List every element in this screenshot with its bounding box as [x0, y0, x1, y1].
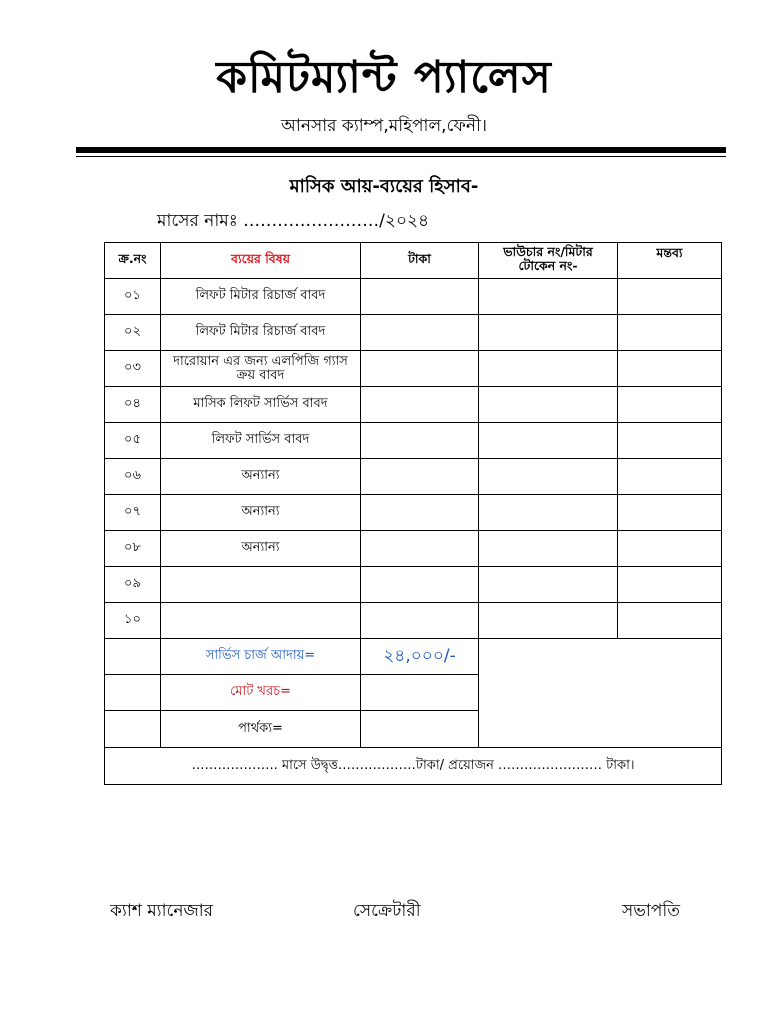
row-amount-cell[interactable]	[361, 387, 479, 423]
row-voucher-cell[interactable]	[479, 351, 618, 387]
report-heading: মাসিক আয়-ব্যয়ের হিসাব-	[289, 176, 479, 197]
row-remarks-cell[interactable]	[618, 567, 722, 603]
row-remarks-cell[interactable]	[618, 387, 722, 423]
row-voucher-cell[interactable]	[479, 387, 618, 423]
difference-label: পার্থক্য=	[161, 711, 361, 748]
footer-row	[105, 748, 722, 785]
summary-blank-cell	[105, 711, 161, 748]
row-item: লিফট সার্ভিস বাবদ	[161, 423, 361, 459]
col-header-amount: টাকা	[361, 243, 479, 279]
row-serial: ০৪	[105, 387, 161, 423]
summary-row-service-charge	[105, 639, 722, 675]
row-serial: ০২	[105, 315, 161, 351]
service-charge-label: সার্ভিস চার্জ আদায়=	[161, 639, 361, 675]
row-amount-cell[interactable]	[361, 531, 479, 567]
summary-merged-blank	[479, 639, 722, 748]
table-row	[105, 495, 722, 531]
table-header-row	[105, 243, 722, 279]
row-serial: ০৭	[105, 495, 161, 531]
difference-amount-cell[interactable]	[361, 711, 479, 748]
month-name-field: মাসের নামঃ ……………………/২০২৪	[157, 211, 430, 231]
row-voucher-cell[interactable]	[479, 279, 618, 315]
table-row	[105, 603, 722, 639]
col-header-remarks: মন্তব্য	[618, 243, 722, 279]
row-item: লিফট মিটার রিচার্জ বাবদ	[161, 315, 361, 351]
row-item: লিফট মিটার রিচার্জ বাবদ	[161, 279, 361, 315]
summary-blank-cell	[105, 639, 161, 675]
total-expense-label: মোট খরচ=	[161, 675, 361, 711]
total-expense-amount-cell[interactable]	[361, 675, 479, 711]
row-remarks-cell[interactable]	[618, 279, 722, 315]
row-remarks-cell[interactable]	[618, 315, 722, 351]
row-amount-cell[interactable]	[361, 279, 479, 315]
header-divider-thin	[76, 156, 726, 157]
table-row	[105, 459, 722, 495]
row-voucher-cell[interactable]	[479, 315, 618, 351]
row-amount-cell[interactable]	[361, 567, 479, 603]
row-serial: ০৬	[105, 459, 161, 495]
row-remarks-cell[interactable]	[618, 351, 722, 387]
row-serial: ০১	[105, 279, 161, 315]
row-voucher-cell[interactable]	[479, 531, 618, 567]
row-remarks-cell[interactable]	[618, 603, 722, 639]
table-row	[105, 387, 722, 423]
row-amount-cell[interactable]	[361, 351, 479, 387]
col-header-voucher: ভাউচার নং/মিটার টোকেন নং-	[479, 243, 618, 279]
signature-cash-manager: ক্যাশ ম্যানেজার	[110, 901, 213, 921]
row-amount-cell[interactable]	[361, 459, 479, 495]
row-serial: ১০	[105, 603, 161, 639]
row-amount-cell[interactable]	[361, 423, 479, 459]
row-item: অন্যান্য	[161, 531, 361, 567]
row-amount-cell[interactable]	[361, 315, 479, 351]
summary-blank-cell	[105, 675, 161, 711]
col-header-item: ব্যয়ের বিষয়	[161, 243, 361, 279]
address-line: আনসার ক্যাম্প,মহিপাল,ফেনী।	[281, 116, 487, 136]
surplus-note: ……………….. মাসে উদ্বৃত্ত………………টাকা/ প্রয়োজন …………………… টাকা।	[105, 748, 722, 785]
row-remarks-cell[interactable]	[618, 459, 722, 495]
row-voucher-cell[interactable]	[479, 495, 618, 531]
page-title: কমিটম্যান্ট প্যালেস	[216, 52, 552, 103]
header-divider-thick	[76, 147, 726, 153]
row-serial: ০৫	[105, 423, 161, 459]
signature-secretary: সেক্রেটারী	[353, 901, 421, 921]
row-item: দারোয়ান এর জন্য এলপিজি গ্যাস ক্রয় বাবদ	[161, 351, 361, 387]
row-voucher-cell[interactable]	[479, 603, 618, 639]
expense-table	[104, 242, 722, 785]
row-serial: ০৩	[105, 351, 161, 387]
table-row	[105, 351, 722, 387]
table-row	[105, 279, 722, 315]
table-row	[105, 423, 722, 459]
row-item	[161, 603, 361, 639]
row-item: অন্যান্য	[161, 495, 361, 531]
signature-president: সভাপতি	[622, 901, 680, 921]
row-amount-cell[interactable]	[361, 495, 479, 531]
table-row	[105, 531, 722, 567]
row-item: অন্যান্য	[161, 459, 361, 495]
row-remarks-cell[interactable]	[618, 531, 722, 567]
service-charge-amount: ২৪,০০০/-	[361, 639, 479, 675]
row-remarks-cell[interactable]	[618, 495, 722, 531]
col-header-serial: ক্র.নং	[105, 243, 161, 279]
row-remarks-cell[interactable]	[618, 423, 722, 459]
row-voucher-cell[interactable]	[479, 567, 618, 603]
row-amount-cell[interactable]	[361, 603, 479, 639]
table-row	[105, 315, 722, 351]
row-item: মাসিক লিফট সার্ভিস বাবদ	[161, 387, 361, 423]
row-voucher-cell[interactable]	[479, 459, 618, 495]
row-serial: ০৮	[105, 531, 161, 567]
row-item	[161, 567, 361, 603]
table-row	[105, 567, 722, 603]
row-serial: ০৯	[105, 567, 161, 603]
row-voucher-cell[interactable]	[479, 423, 618, 459]
